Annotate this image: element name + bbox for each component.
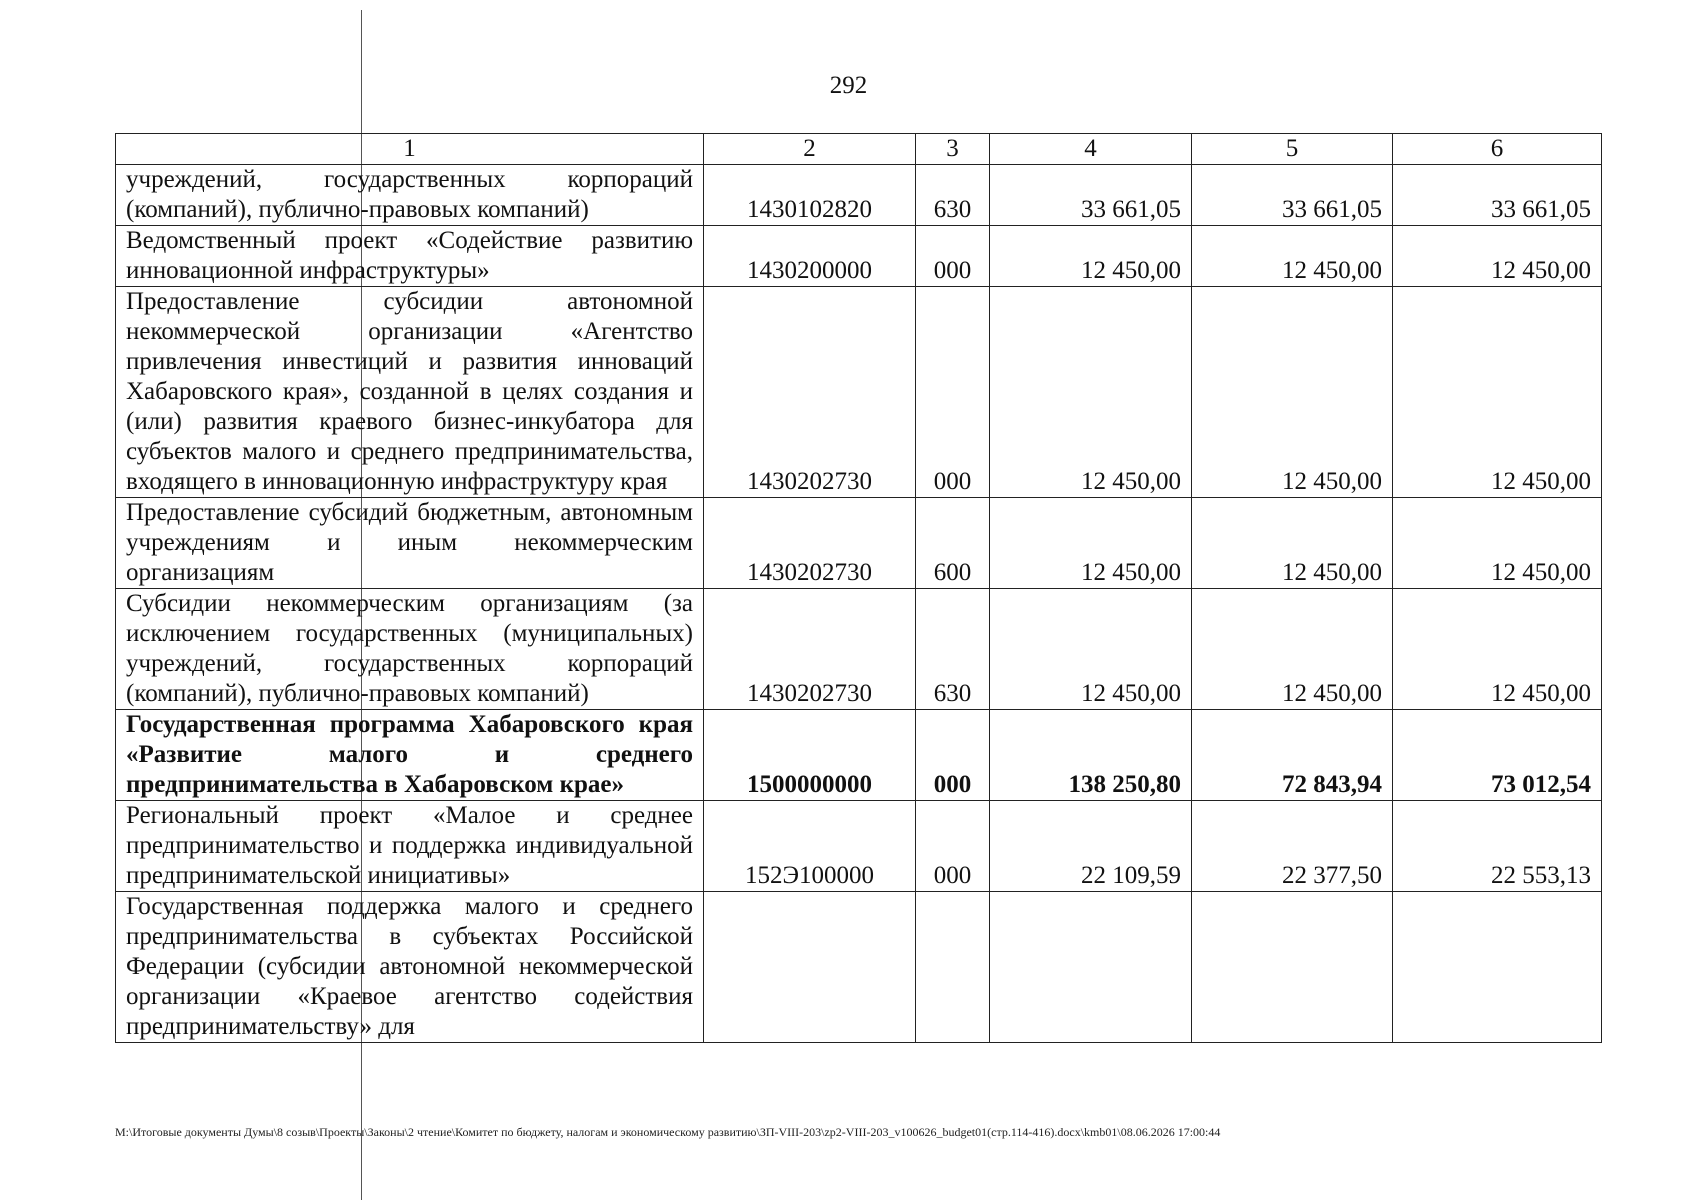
table-row [116, 589, 1602, 710]
row-code: 1430202730 [704, 287, 916, 498]
row-amount-year2: 12 450,00 [1192, 226, 1393, 287]
row-name: Государственная поддержка малого и среднего предпринимательства в субъектах Российской Федерации (субсидии автономной некоммерческой организации «Краевое агентство содействия предпринимательству» для [116, 892, 704, 1043]
row-type: 000 [916, 226, 990, 287]
row-amount-year2: 12 450,00 [1192, 589, 1393, 710]
table-row [116, 498, 1602, 589]
row-amount-year2: 33 661,05 [1192, 165, 1393, 226]
row-name: Ведомственный проект «Содействие развитию инновационной инфраструктуры» [116, 226, 704, 287]
row-amount-year3: 22 553,13 [1393, 801, 1602, 892]
table-row [116, 165, 1602, 226]
row-amount-year2 [1192, 892, 1393, 1043]
row-code [704, 892, 916, 1043]
column-header: 5 [1192, 134, 1393, 165]
row-amount-year1: 22 109,59 [990, 801, 1192, 892]
column-header: 2 [704, 134, 916, 165]
row-amount-year1: 138 250,80 [990, 710, 1192, 801]
table-row-program-total [116, 710, 1602, 801]
row-amount-year1: 12 450,00 [990, 287, 1192, 498]
column-header: 6 [1393, 134, 1602, 165]
row-code: 1430200000 [704, 226, 916, 287]
row-type: 630 [916, 589, 990, 710]
row-amount-year1: 12 450,00 [990, 589, 1192, 710]
row-amount-year3: 12 450,00 [1393, 226, 1602, 287]
row-amount-year2: 12 450,00 [1192, 287, 1393, 498]
table-header-row [116, 134, 1602, 165]
footer-file-path: М:\Итоговые документы Думы\8 созыв\Проекты\Законы\2 чтение\Комитет по бюджету, налогам и экономическому развитию\ЗП-VIII-203\zp2-VIII-203_v100626_budget01(стр.114-416).docx\kmb01\08.06.2026 17:00:44 [115, 1125, 1221, 1139]
row-code: 1430202730 [704, 498, 916, 589]
row-name: Региональный проект «Малое и среднее предпринимательство и поддержка индивидуальной предпринимательской инициативы» [116, 801, 704, 892]
row-name: Предоставление субсидий бюджетным, автономным учреждениям и иным некоммерческим организациям [116, 498, 704, 589]
row-type: 000 [916, 801, 990, 892]
row-amount-year3: 33 661,05 [1393, 165, 1602, 226]
row-name: Субсидии некоммерческим организациям (за исключением государственных (муниципальных) учреждений, государственных корпораций (компаний), публично-правовых компаний) [116, 589, 704, 710]
budget-table [115, 133, 1602, 1043]
row-code: 1430202730 [704, 589, 916, 710]
row-type [916, 892, 990, 1043]
row-code: 1500000000 [704, 710, 916, 801]
row-type: 000 [916, 287, 990, 498]
row-type: 630 [916, 165, 990, 226]
row-amount-year3 [1393, 892, 1602, 1043]
row-amount-year1 [990, 892, 1192, 1043]
table-row [116, 287, 1602, 498]
row-code: 152Э100000 [704, 801, 916, 892]
row-amount-year3: 12 450,00 [1393, 287, 1602, 498]
row-type: 600 [916, 498, 990, 589]
row-amount-year1: 33 661,05 [990, 165, 1192, 226]
column-header: 4 [990, 134, 1192, 165]
row-type: 000 [916, 710, 990, 801]
row-name: Государственная программа Хабаровского края «Развитие малого и среднего предпринимательства в Хабаровском крае» [116, 710, 704, 801]
table-row [116, 892, 1602, 1043]
row-amount-year3: 12 450,00 [1393, 589, 1602, 710]
row-amount-year2: 12 450,00 [1192, 498, 1393, 589]
table-row [116, 226, 1602, 287]
page-number: 292 [829, 72, 868, 99]
row-amount-year1: 12 450,00 [990, 226, 1192, 287]
row-code: 1430102820 [704, 165, 916, 226]
row-name: учреждений, государственных корпораций (компаний), публично-правовых компаний) [116, 165, 704, 226]
table-row [116, 801, 1602, 892]
row-name: Предоставление субсидии автономной некоммерческой организации «Агентство привлечения инвестиций и развития инноваций Хабаровского края», созданной в целях создания и (или) развития краевого бизнес-инкубатора для субъектов малого и среднего предпринимательства, входящего в инновационную инфраструктуру края [116, 287, 704, 498]
column-header: 3 [916, 134, 990, 165]
row-amount-year3: 12 450,00 [1393, 498, 1602, 589]
row-amount-year2: 72 843,94 [1192, 710, 1393, 801]
row-amount-year3: 73 012,54 [1393, 710, 1602, 801]
row-amount-year1: 12 450,00 [990, 498, 1192, 589]
column-header: 1 [116, 134, 704, 165]
row-amount-year2: 22 377,50 [1192, 801, 1393, 892]
